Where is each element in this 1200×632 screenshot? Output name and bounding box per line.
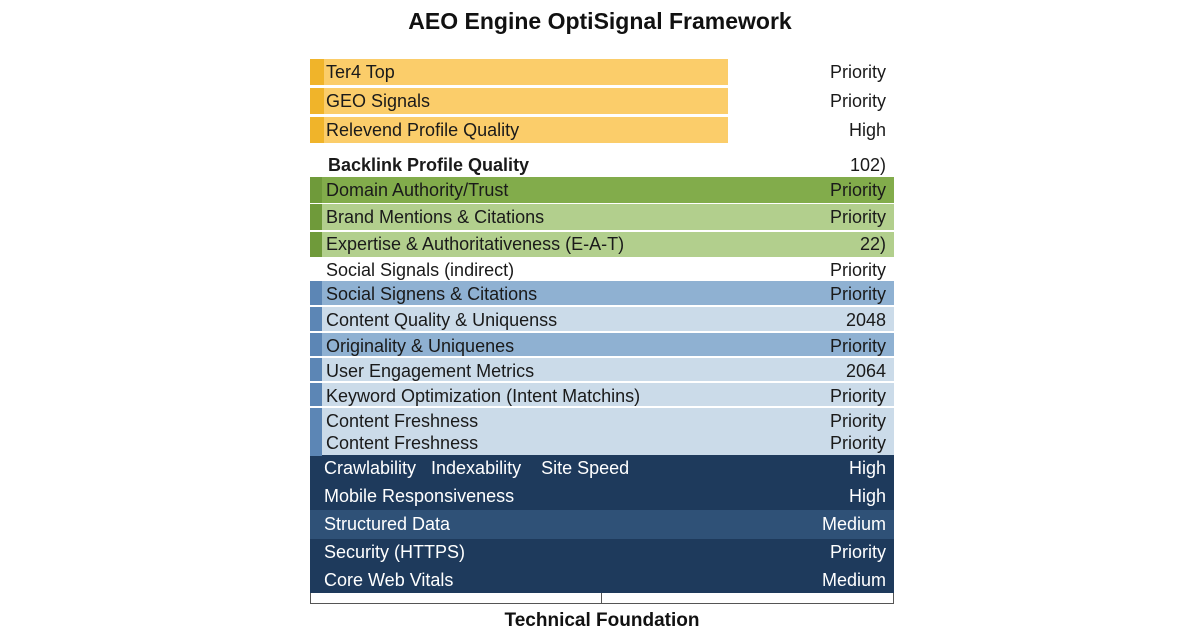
row-value: 2064 — [845, 361, 886, 381]
row-value: Priority — [829, 336, 886, 356]
tier3-row-7 — [310, 430, 894, 456]
footer-label: Technical Foundation — [504, 610, 700, 631]
row-label: Expertise & Authoritativeness (E-A-T) — [326, 234, 625, 254]
row-label: Crawlability Indexability Site Speed — [324, 458, 630, 478]
row-value: Priority — [829, 207, 886, 227]
tier3-row-2 — [310, 307, 894, 333]
tier4-row-1 — [310, 455, 894, 483]
tier1-row-3 — [310, 117, 894, 143]
row-value: Priority — [829, 180, 886, 200]
row-label: Structured Data — [324, 514, 451, 534]
row-value: Priority — [829, 91, 886, 111]
row-value: High — [848, 120, 886, 140]
row-value: Priority — [829, 433, 886, 453]
row-value: Priority — [829, 386, 886, 406]
tier4-row-2 — [310, 483, 894, 510]
row-label: Security (HTTPS) — [324, 542, 466, 562]
row-label: Content Freshness — [326, 411, 479, 431]
divider — [310, 86, 728, 88]
divider — [310, 331, 894, 333]
tier2-row-2 — [310, 204, 894, 230]
divider — [310, 356, 894, 358]
tier1-row-1 — [310, 59, 894, 85]
row-label: Relevend Profile Quality — [326, 120, 520, 140]
row-label: Ter4 Top — [326, 62, 395, 82]
row-label: Keyword Optimization (Intent Matchins) — [326, 386, 641, 406]
row-value: Medium — [821, 514, 886, 534]
divider — [310, 381, 894, 383]
tier2-heading — [310, 152, 894, 178]
tier4-row-4 — [310, 539, 894, 567]
row-value: Priority — [829, 542, 886, 562]
row-value: High — [848, 458, 886, 478]
row-value: 22) — [859, 234, 886, 254]
foundation-bracket — [310, 593, 894, 604]
divider — [310, 115, 728, 117]
divider — [310, 406, 894, 408]
heading-value: Priority — [829, 260, 886, 280]
row-value: Priority — [829, 62, 886, 82]
tier3-row-1 — [310, 281, 894, 307]
heading-value: 102) — [849, 155, 886, 175]
tier4-row-3 — [310, 510, 894, 539]
divider — [310, 230, 894, 232]
row-label: Core Web Vitals — [324, 570, 454, 590]
divider — [310, 305, 894, 307]
row-label: Mobile Responsiveness — [324, 486, 515, 506]
row-label: Originality & Uniquenes — [326, 336, 515, 356]
row-label: Content Quality & Uniquenss — [326, 310, 558, 330]
tier2-row-1 — [310, 177, 894, 203]
tier4-row-5 — [310, 567, 894, 593]
row-value: High — [848, 486, 886, 506]
row-label: Social Signens & Citations — [326, 284, 538, 304]
heading-label: Backlink Profile Quality — [328, 155, 530, 175]
row-value: 2048 — [845, 310, 886, 330]
row-value: Priority — [829, 411, 886, 431]
row-label: GEO Signals — [326, 91, 431, 111]
row-value: Priority — [829, 284, 886, 304]
row-label: User Engagement Metrics — [326, 361, 535, 381]
tier2-row-3 — [310, 231, 894, 257]
row-label: Brand Mentions & Citations — [326, 207, 545, 227]
row-label: Domain Authority/Trust — [326, 180, 509, 200]
tier3-heading — [310, 257, 894, 283]
tier1-row-2 — [310, 88, 894, 114]
page-title: AEO Engine OptiSignal Framework — [408, 8, 792, 34]
row-value: Medium — [821, 570, 886, 590]
row-label: Content Freshness — [326, 433, 479, 453]
heading-label: Social Signals (indirect) — [326, 260, 515, 280]
